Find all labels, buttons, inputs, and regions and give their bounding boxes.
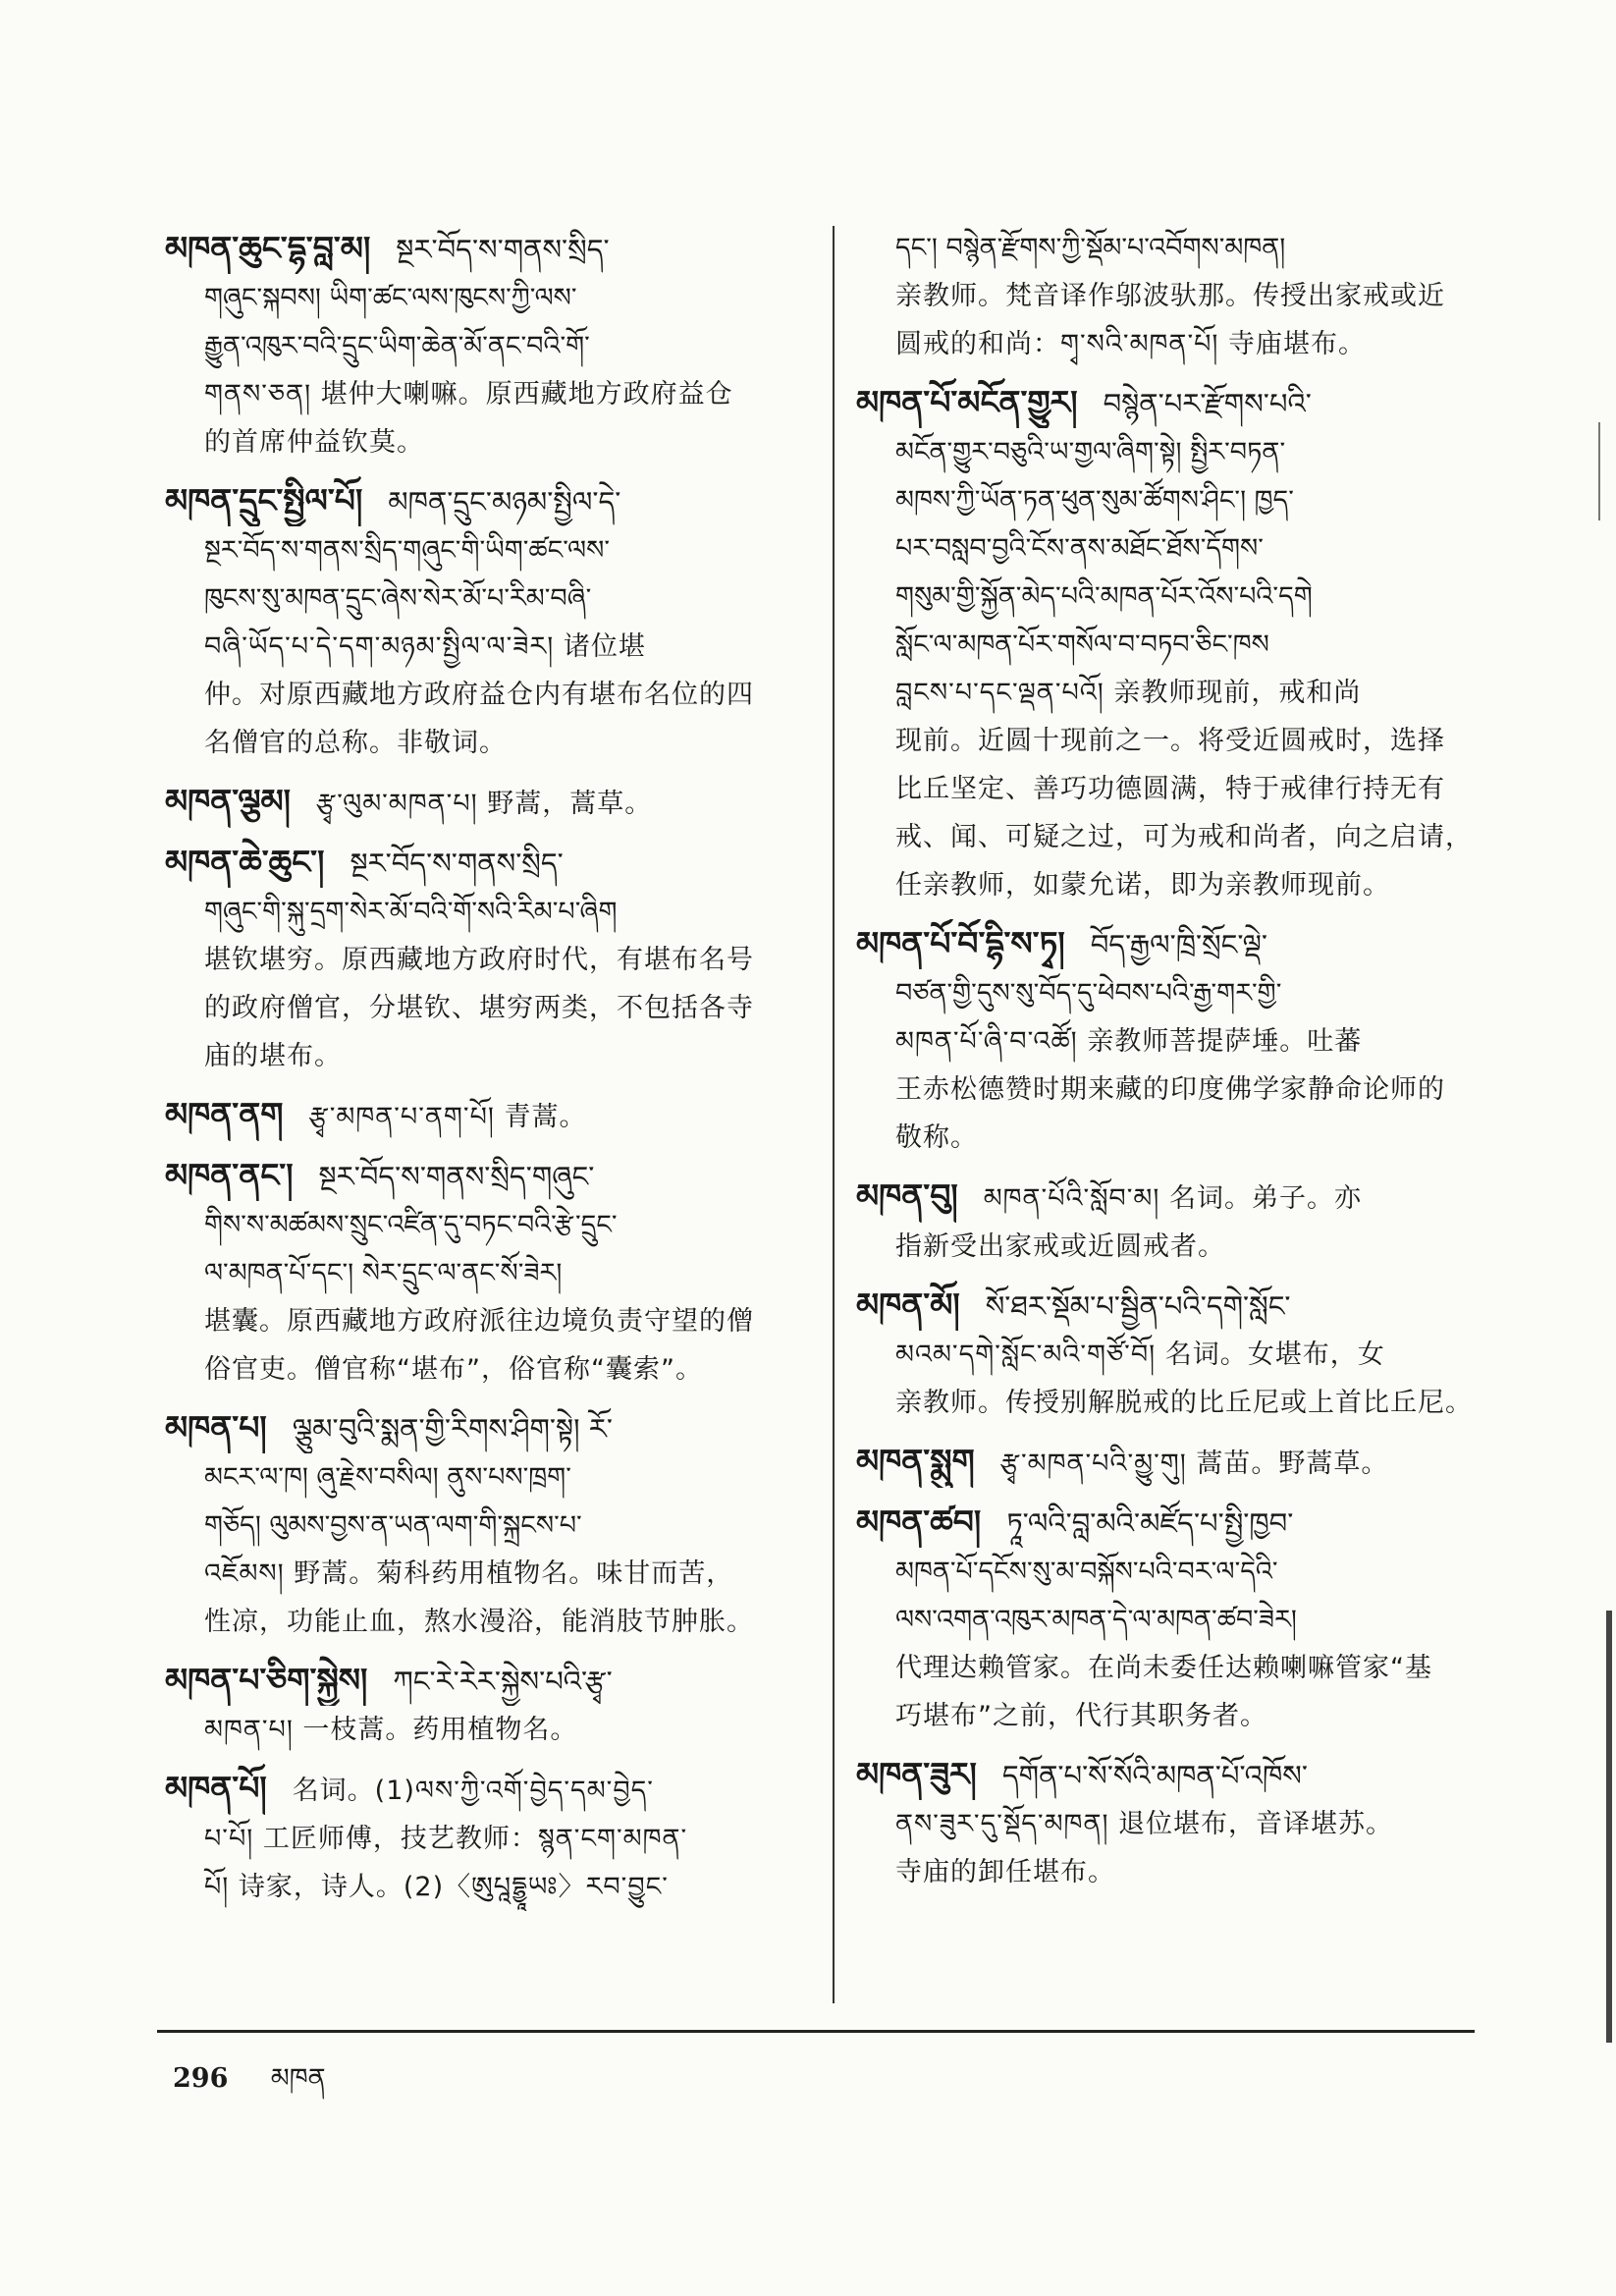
entry-line	[165, 936, 825, 984]
entry-line	[856, 1498, 1484, 1548]
entry-line	[856, 1548, 1484, 1596]
entry-line	[165, 574, 825, 623]
entry-line	[165, 1090, 825, 1141]
entry-line	[856, 669, 1484, 717]
dictionary-entry	[165, 838, 825, 1080]
dictionary-entry	[165, 1090, 825, 1141]
headword: མཁན་པོ་བོ་དྷི་ས་ཏྭ།	[856, 924, 1065, 962]
entry-line	[856, 1379, 1484, 1427]
entry-line	[856, 1848, 1484, 1896]
headword: མཁན་ཚབ།	[856, 1503, 982, 1541]
entry-text: 巧堪布”之前，代行其职务者。	[895, 1701, 1267, 1731]
entry-text: ཁུངས་སུ་མཁན་དྲུང་ཞེས་སེར་མོ་པ་རིམ་བཞི་	[204, 583, 592, 614]
headword: མཁན་དྲུང་སྤྱིལ་པོ།	[165, 481, 363, 519]
entry-text: མའམ་དགེ་སློང་མའི་གཙོ་བོ། 名词。女堪布，女	[895, 1339, 1385, 1370]
entry-line	[856, 813, 1484, 861]
entry-text: གཞུང་སྐབས། ཡིག་ཚང་ལས་ཁུངས་ཀྱི་ལས་	[204, 283, 577, 313]
entry-text: མངར་ལ་ཁ། ཞུ་རྗེས་བསིལ། ནུས་པས་ཁྲག་	[204, 1462, 571, 1493]
entry-text: 仲。对原西藏地方政府益仓内有堪布名位的四	[204, 680, 754, 710]
entry-line	[856, 1281, 1484, 1331]
footer-rule	[157, 2030, 1475, 2033]
entry-line	[165, 418, 825, 466]
entry-line	[856, 1750, 1484, 1800]
entry-line	[165, 1453, 825, 1502]
headword: མཁན་བུ།	[856, 1176, 958, 1215]
entry-line	[165, 838, 825, 888]
entry-text: བསྙེན་པར་རྫོགས་པའི་	[1103, 387, 1312, 420]
entry-line	[165, 1403, 825, 1453]
entry-text: མཁས་ཀྱི་ཡོན་ཏན་ཕུན་སུམ་ཚོགས་ཤིང་། ཁྱད་	[895, 485, 1294, 516]
entry-text: སྔར་བོད་ས་གནས་སྲིད་	[396, 233, 610, 266]
entry-line	[856, 1114, 1484, 1162]
dictionary-entry	[165, 1656, 825, 1754]
dictionary-entry	[165, 777, 825, 828]
entry-line	[165, 623, 825, 671]
entry-text: 代理达赖管家。在尚未委任达赖喇嘛管家“基	[895, 1653, 1432, 1683]
entry-line	[165, 777, 825, 828]
entry-text: 堪钦堪穷。原西藏地方政府时代，有堪布名号	[204, 945, 754, 975]
entry-text: རྩྭ་ལུམ་མཁན་པ། 野蒿，蒿草。	[316, 789, 653, 819]
entry-text: བོད་རྒྱལ་ཁྲི་སྲོང་ལྡེ་	[1090, 928, 1268, 961]
entry-text: མཁན་པ། 一枝蒿。药用植物名。	[204, 1715, 578, 1745]
dictionary-entry	[856, 919, 1484, 1162]
entry-line	[165, 224, 825, 274]
dictionary-entry	[165, 1764, 825, 1911]
entry-text: གསུམ་གྱི་སྐྱོན་མེད་པའི་མཁན་པོར་འོས་པའི་དགེ	[895, 581, 1313, 612]
entry-line	[856, 717, 1484, 765]
entry-text: 敬称。	[895, 1122, 978, 1153]
entry-text: 性凉，功能止血，熬水漫浴，能消肢节肿胀。	[204, 1607, 754, 1637]
entry-text: 堪囊。原西藏地方政府派往边境负责守望的僧	[204, 1306, 754, 1337]
page-footer	[173, 2049, 326, 2123]
entry-line	[165, 1764, 825, 1815]
entry-line	[856, 1800, 1484, 1848]
dictionary-entry	[856, 1437, 1484, 1488]
entry-text: རྒྱུན་འཁུར་བའི་དྲུང་ཡིག་ཆེན་མོ་ནང་བའི་གོ་	[204, 331, 590, 361]
entry-line	[856, 621, 1484, 669]
dictionary-entry	[856, 378, 1484, 909]
entry-line	[856, 378, 1484, 428]
entry-text: རྩྭ་མཁན་པ་ནག་པོ། 青蒿。	[308, 1102, 587, 1132]
entry-text: ལས་འགན་འཁུར་མཁན་དེ་ལ་མཁན་ཚབ་ཟེར།	[895, 1605, 1297, 1635]
entry-line	[165, 1201, 825, 1249]
entry-line	[165, 1502, 825, 1550]
entry-line	[165, 1345, 825, 1394]
entry-line	[165, 370, 825, 418]
entry-line	[165, 1249, 825, 1297]
headword: མཁན་ལྕམ།	[165, 782, 292, 820]
entry-text: ལྕུམ་བུའི་སྨན་གྱི་རིགས་ཤིག་སྟེ། རོ་	[292, 1412, 613, 1446]
entry-text: སོ་ཐར་སྡོམ་པ་སྦྱིན་པའི་དགེ་སློང་	[985, 1289, 1291, 1323]
entry-text: ཀང་རེ་རེར་སྐྱེས་པའི་རྩྭ་	[393, 1665, 613, 1698]
headword: མཁན་ཟུར།	[856, 1755, 977, 1793]
entry-text: མངོན་གྱུར་བཅུའི་ཡ་གྱལ་ཞིག་སྟེ། སྤྱིར་བཏན་	[895, 437, 1286, 467]
headword: མཁན་ནག	[165, 1095, 284, 1133]
entry-line	[856, 1692, 1484, 1740]
entry-text: 寺庙的卸任堪布。	[895, 1857, 1115, 1887]
entry-text: 比丘坚定、善巧功德圆满，特于戒律行持无有	[895, 774, 1445, 804]
left-column	[165, 224, 825, 1921]
entry-line	[165, 719, 825, 767]
entry-line	[856, 224, 1484, 272]
entry-text: 任亲教师，如蒙允诺，即为亲教师现前。	[895, 870, 1390, 901]
entry-text: ལ་མཁན་པོ་དང་། སེར་དྲུང་ལ་ནང་སོ་ཟེར།	[204, 1258, 563, 1288]
dictionary-entry	[165, 1151, 825, 1394]
running-head: མཁན	[270, 2063, 326, 2094]
entry-line	[856, 320, 1484, 368]
entry-text: 亲教师。传授别解脱戒的比丘尼或上首比丘尼。	[895, 1388, 1473, 1418]
entry-text: 圆戒的和尚：གྭ་སའི་མཁན་པོ། 寺庙堪布。	[895, 329, 1366, 359]
entry-text: 俗官吏。僧官称“堪布”，俗官称“囊索”。	[204, 1354, 703, 1385]
entry-text: རྩྭ་མཁན་པའི་མྱུ་གུ། 蒿苗。野蒿草。	[999, 1449, 1389, 1479]
entry-text: དགོན་པ་སོ་སོའི་མཁན་པོ་འཁོས་	[1001, 1759, 1308, 1792]
entry-line	[856, 765, 1484, 813]
entry-text: 名词。(1)ལས་ཀྱི་འགོ་བྱེད་དམ་བྱེད་	[292, 1776, 654, 1806]
dictionary-entry	[856, 1281, 1484, 1427]
entry-line	[856, 1437, 1484, 1488]
entry-text: པོ། 诗家，诗人。(2)〈ཨུཔཱདྷྱཱཡཿ〉རབ་བྱུང་	[204, 1872, 669, 1902]
entry-text: 指新受出家戒或近圆戒者。	[895, 1231, 1225, 1262]
entry-text: གཞུང་གི་སྐུ་དྲག་སེར་མོ་བའི་གོ་སའི་རིམ་པ་ཞིག	[204, 897, 618, 927]
entry-line	[165, 1550, 825, 1598]
entry-text: 庙的堪布。	[204, 1041, 342, 1071]
entry-line	[856, 1331, 1484, 1379]
entry-text: གནས་ཅན། 堪仲大喇嘛。原西藏地方政府益仓	[204, 379, 733, 410]
entry-line	[856, 476, 1484, 524]
entry-text: 亲教师。梵音译作邬波驮那。传授出家戒或近	[895, 281, 1445, 311]
entry-text: སྔར་བོད་ས་གནས་སྲིད་	[350, 847, 564, 880]
entry-line	[856, 272, 1484, 320]
entry-line	[165, 1863, 825, 1911]
entry-line	[165, 984, 825, 1032]
entry-text: བཙན་གྱི་དུས་སུ་བོད་དུ་ཕེབས་པའི་རྒྱ་གར་གྱི་	[895, 978, 1282, 1009]
headword: མཁན་པོ།	[165, 1769, 267, 1807]
headword: མཁན་པ་ཅིག་སྐྱེས།	[165, 1661, 368, 1699]
entry-text: 王赤松德赞时期来藏的印度佛学家静命论师的	[895, 1074, 1445, 1105]
entry-text: སློང་ལ་མཁན་པོར་གསོལ་བ་བཏབ་ཅིང་ཁས	[895, 629, 1269, 660]
dictionary-entry	[856, 1172, 1484, 1271]
entry-line	[165, 1598, 825, 1646]
dictionary-entry	[165, 1403, 825, 1646]
dictionary-entry	[856, 224, 1484, 368]
entry-line	[165, 1297, 825, 1345]
dictionary-entry	[165, 224, 825, 466]
entry-text: བཞི་ཡོད་པ་དེ་དག་མཉམ་སྤྱིལ་ལ་ཟེར། 诸位堪	[204, 631, 646, 662]
edge-bar	[1606, 1611, 1612, 2043]
entry-line	[165, 476, 825, 526]
entry-text: འཇོམས། 野蒿。菊科药用植物名。味甘而苦，	[204, 1558, 734, 1589]
entry-line	[856, 1644, 1484, 1692]
headword: མཁན་སྨུག	[856, 1442, 975, 1480]
entry-text: 的政府僧官，分堪钦、堪穷两类，不包括各寺	[204, 993, 754, 1023]
dictionary-entry	[856, 1750, 1484, 1896]
entry-text: 名僧官的总称。非敬词。	[204, 728, 507, 758]
entry-line	[165, 888, 825, 936]
headword: མཁན་ཆེ་ཆུང་།	[165, 843, 325, 881]
dictionary-entry	[856, 1498, 1484, 1740]
entry-line	[165, 322, 825, 370]
page-number: 296	[173, 2063, 229, 2094]
headword: མཁན་པོ་མངོན་གྱུར།	[856, 383, 1078, 421]
headword: མཁན་པ།	[165, 1408, 267, 1447]
entry-line	[165, 1706, 825, 1754]
headword: མཁན་མོ།	[856, 1285, 960, 1324]
entry-line	[165, 1151, 825, 1201]
entry-line	[856, 861, 1484, 909]
entry-line	[856, 1596, 1484, 1644]
entry-text: སྔར་བོད་ས་གནས་སྲིད་གཞུང་	[318, 1160, 595, 1193]
entry-line	[856, 969, 1484, 1017]
entry-line	[165, 526, 825, 574]
entry-text: དང་། བསྙེན་རྫོགས་ཀྱི་སྡོམ་པ་འབོགས་མཁན།	[895, 233, 1286, 263]
dictionary-entry	[165, 476, 825, 767]
headword: མཁན་ནང་།	[165, 1156, 294, 1194]
entry-text: ཏཱ་ལའི་བླ་མའི་མཛོད་པ་སྤྱི་ཁྱབ་	[1006, 1506, 1294, 1540]
entry-text: པ་པོ། 工匠师傅，技艺教师：སྙན་ངག་མཁན་	[204, 1824, 688, 1854]
entry-text: མཁན་པོའི་སློབ་མ། 名词。弟子。亦	[983, 1183, 1362, 1214]
entry-line	[165, 1032, 825, 1080]
entry-text: མཁན་པོ་ཞི་བ་འཚོ། 亲教师菩提萨埵。吐蕃	[895, 1026, 1363, 1057]
entry-line	[856, 1223, 1484, 1271]
entry-line	[856, 1172, 1484, 1223]
edge-mark	[1598, 422, 1600, 520]
entry-line	[856, 919, 1484, 969]
entry-line	[856, 1017, 1484, 1066]
entry-text: བླངས་པ་དང་ལྡན་པའོ། 亲教师现前，戒和尚	[895, 678, 1362, 708]
entry-text: མཁན་དྲུང་མཉམ་སྤྱིལ་དེ་	[388, 485, 621, 519]
entry-line	[165, 671, 825, 719]
entry-text: གིས་ས་མཚམས་སྲུང་འཛིན་དུ་བཏང་བའི་རྩེ་དྲུང་	[204, 1210, 618, 1240]
entry-line	[856, 428, 1484, 476]
right-column	[856, 224, 1484, 1906]
entry-text: སྔར་བོད་ས་གནས་སྲིད་གཞུང་གི་ཡིག་ཚང་ལས་	[204, 535, 611, 566]
entry-line	[165, 1815, 825, 1863]
entry-text: གཅོད། ལུམས་བྱས་ན་ཡན་ལག་གི་སྐྲངས་པ་	[204, 1510, 582, 1541]
entry-line	[856, 573, 1484, 621]
entry-text: 现前。近圆十现前之一。将受近圆戒时，选择	[895, 726, 1445, 756]
entry-line	[856, 524, 1484, 573]
entry-text: པར་བསླབ་བྱའི་ངོས་ནས་མཐོང་ཐོས་དོགས་	[895, 533, 1264, 564]
entry-text: མཁན་པོ་དངོས་སུ་མ་བསྐོས་པའི་བར་ལ་དེའི་	[895, 1557, 1278, 1587]
entry-text: 的首席仲益钦莫。	[204, 427, 424, 458]
entry-line	[165, 274, 825, 322]
entry-line	[165, 1656, 825, 1706]
entry-text: ནས་ཟུར་དུ་སྡོད་མཁན། 退位堪布，音译堪苏。	[895, 1809, 1394, 1839]
headword: མཁན་ཆུང་དྷ་བླ་མ།	[165, 229, 371, 267]
entry-line	[856, 1066, 1484, 1114]
column-divider	[833, 226, 835, 2003]
entry-text: 戒、闻、可疑之过，可为戒和尚者，向之启请，	[895, 822, 1473, 852]
